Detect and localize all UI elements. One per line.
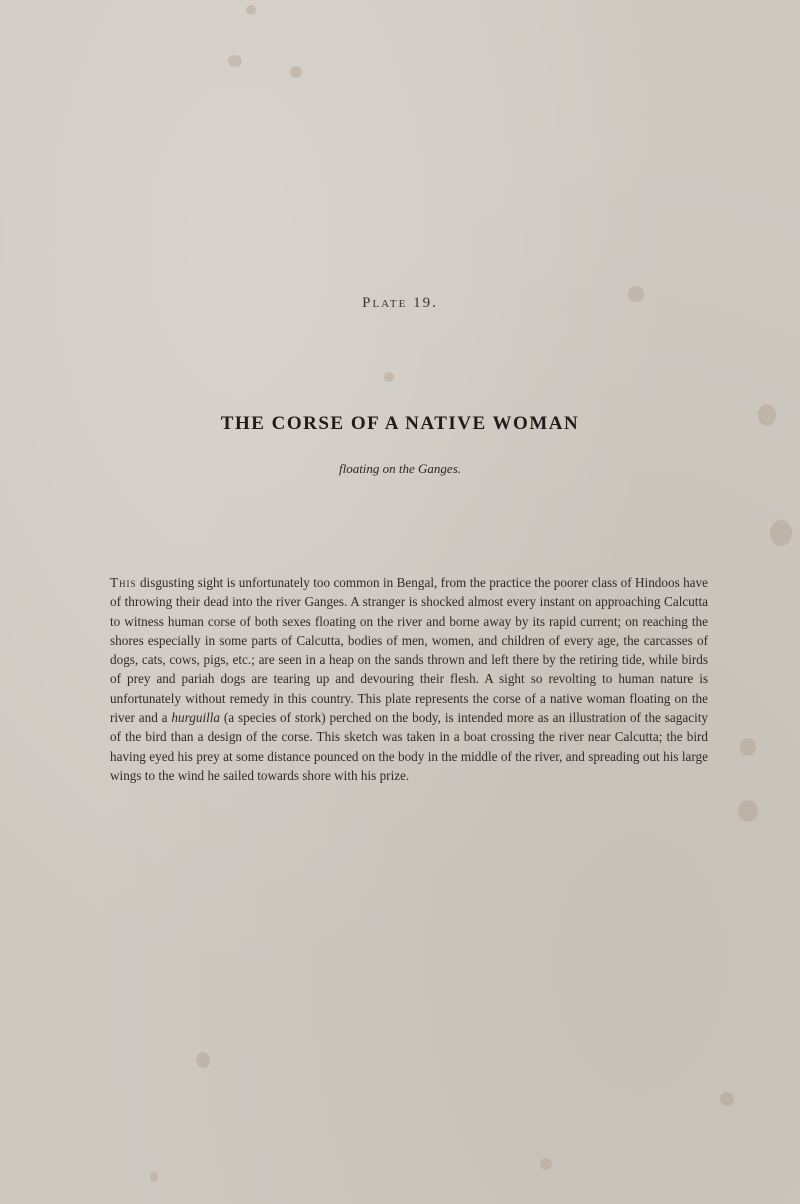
foxing-spot: [740, 738, 756, 756]
foxing-spot: [384, 372, 394, 382]
paragraph-lead-word: This: [110, 575, 137, 590]
foxing-spot: [290, 66, 302, 78]
page-title: THE CORSE OF A NATIVE WOMAN: [220, 413, 580, 434]
page-subtitle: floating on the Ganges.: [338, 461, 462, 476]
foxing-spot: [770, 520, 792, 546]
paragraph-text-part-2: (a species of stork) perched on the body, is intended more as an illustration of the sagacity of the bird than a design of the corse. This sketch was taken in a boat crossing the river near Calcutta; the bird having eyed his prey at some distance pounced on the body in the middle of the river, and spreading out his large wings to the wind he sailed towards shore with his prize.: [110, 710, 708, 783]
foxing-spot: [540, 1158, 552, 1170]
foxing-spot: [720, 1092, 734, 1106]
foxing-spot: [246, 5, 256, 15]
paragraph-text-part-1: disgusting sight is unfortunately too common in Bengal, from the practice the poorer class of Hindoos have of throwing their dead into the river Ganges. A stranger is shocked almost every instant on approaching Calcutta to witness human corse of both sexes floating on the river and borne away by its rapid current; on reaching the shores especially in some parts of Calcutta, bodies of men, women, and children of every age, the carcasses of dogs, cats, cows, pigs, etc.; are seen in a heap on the sands thrown and left there by the retiring tide, while birds of prey and pariah dogs are tearing up and devouring their flesh. A sight so revolting to human nature is unfortunately without remedy in this country. This plate represents the corse of a native woman floating on the river and a: [110, 575, 708, 726]
plate-label: Plate 19.: [362, 295, 438, 311]
foxing-spot: [228, 55, 242, 67]
foxing-spot: [196, 1052, 210, 1068]
paragraph-italic-term: hurguilla: [171, 710, 221, 726]
foxing-spot: [150, 1172, 158, 1182]
foxing-spot: [738, 800, 758, 822]
description-paragraph: [110, 573, 708, 785]
